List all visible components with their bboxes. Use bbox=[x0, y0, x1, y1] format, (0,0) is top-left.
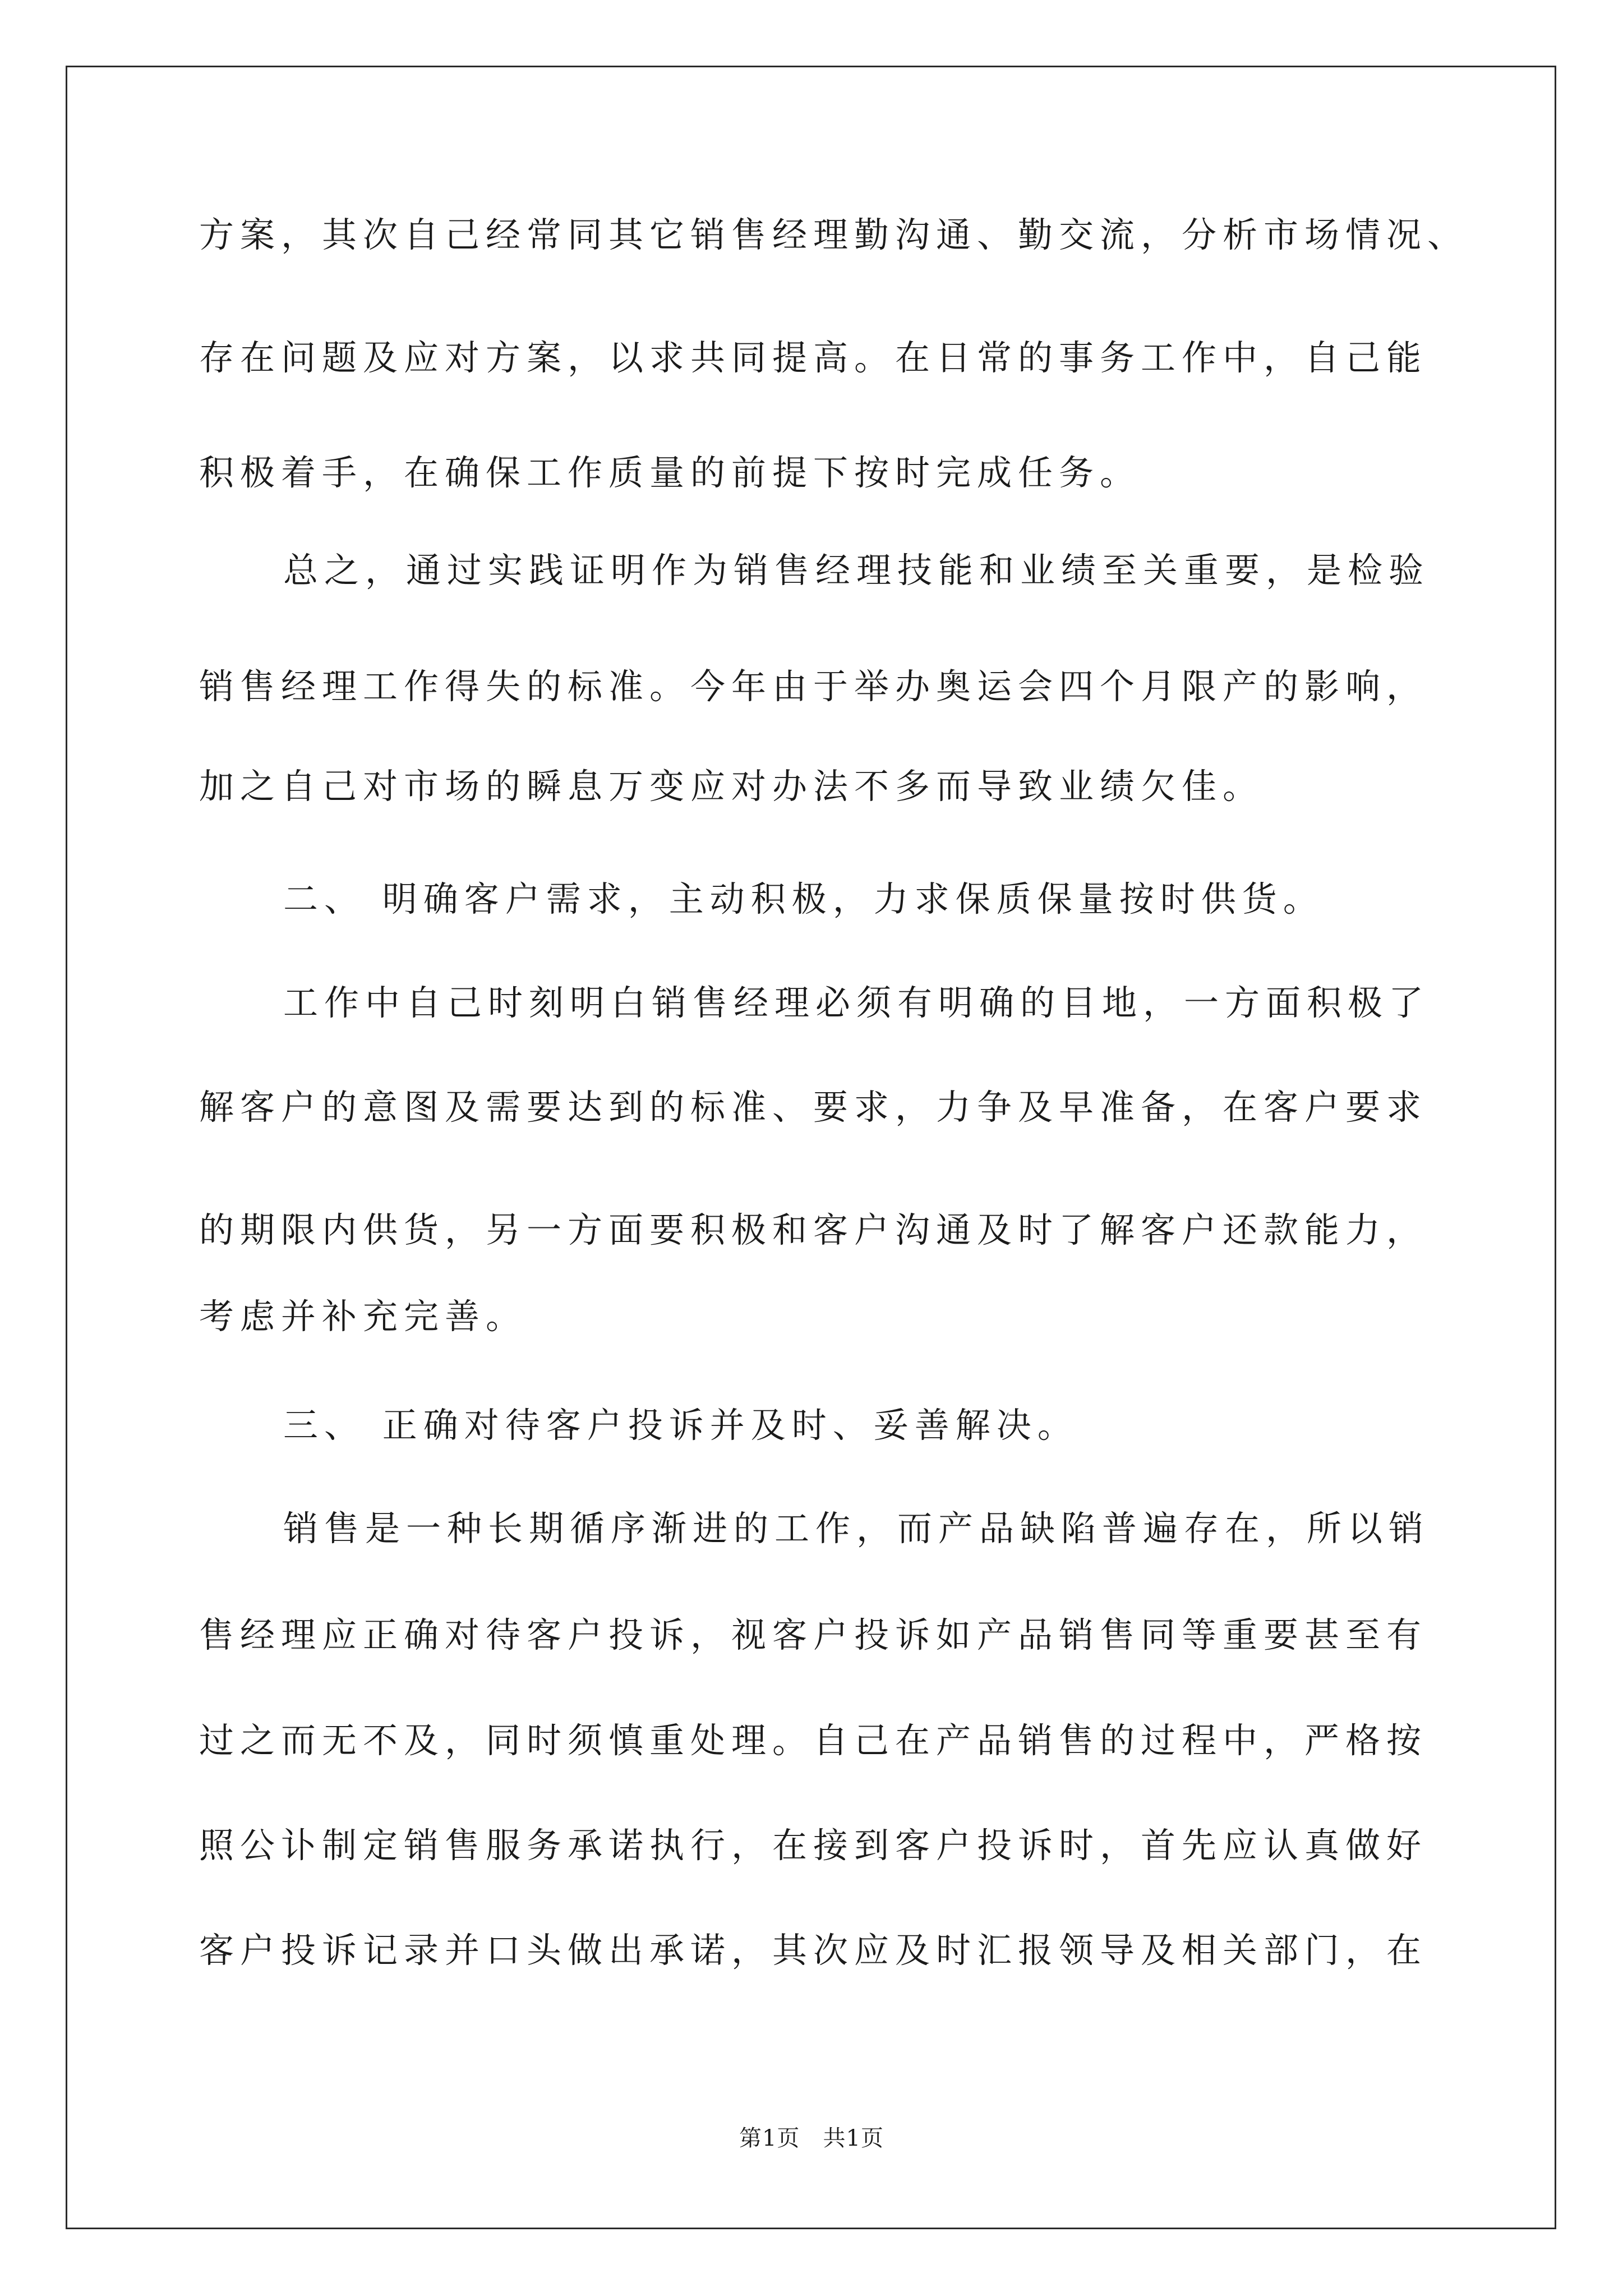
text-line: 解客户的意图及需要达到的标准、要求，力争及早准备，在客户要求 bbox=[199, 1087, 1428, 1128]
text-line: 积极着手，在确保工作质量的前提下按时完成任务。 bbox=[199, 452, 1141, 493]
text-line: 售经理应正确对待客户投诉，视客户投诉如产品销售同等重要甚至有 bbox=[199, 1614, 1428, 1655]
text-line: 照公讣制定销售服务承诺执行，在接到客户投诉时，首先应认真做好 bbox=[199, 1825, 1428, 1866]
text-line: 的期限内供货，另一方面要积极和客户沟通及时了解客户还款能力， bbox=[199, 1209, 1428, 1250]
text-line: 客户投诉记录并口头做出承诺，其次应及时汇报领导及相关部门，在 bbox=[199, 1930, 1428, 1971]
text-line: 方案，其次自己经常同其它销售经理勤沟通、勤交流，分析市场情况、 bbox=[199, 214, 1469, 255]
text-line: 销售是一种长期循序渐进的工作，而产品缺陷普遍存在，所以销 bbox=[283, 1508, 1430, 1549]
text-line: 存在问题及应对方案，以求共同提高。在日常的事务工作中，自己能 bbox=[199, 337, 1428, 378]
text-line: 总之，通过实践证明作为销售经理技能和业绩至关重要，是检验 bbox=[283, 550, 1430, 591]
page-number-footer: 第1页 共1页 bbox=[739, 2125, 884, 2151]
text-line: 考虑并补充完善。 bbox=[199, 1296, 527, 1337]
text-line: 过之而无不及，同时须慎重处理。自己在产品销售的过程中，严格按 bbox=[199, 1720, 1428, 1761]
section-heading: 二、 明确客户需求，主动积极，力求保质保量按时供货。 bbox=[283, 878, 1324, 919]
text-line: 工作中自己时刻明白销售经理必须有明确的目地，一方面积极了 bbox=[283, 982, 1430, 1023]
text-line: 加之自己对市场的瞬息万变应对办法不多而导致业绩欠佳。 bbox=[199, 766, 1264, 807]
section-heading: 三、 正确对待客户投诉并及时、妥善解决。 bbox=[283, 1405, 1078, 1446]
text-line: 销售经理工作得失的标准。今年由于举办奥运会四个月限产的影响， bbox=[199, 666, 1428, 707]
